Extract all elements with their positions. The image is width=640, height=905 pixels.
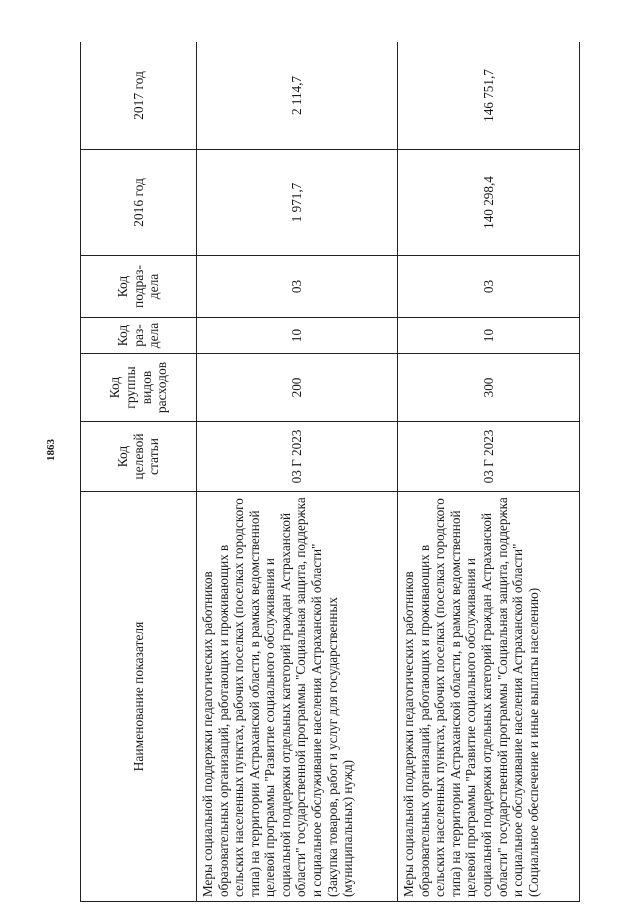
row-section: 10 (398, 318, 580, 354)
row-2017: 146 751,7 (398, 42, 580, 150)
row-name: Меры социальной поддержки педагогических работников образовательных организаций, работающих и проживающих в сельских населенных пунктах, рабочих поселках (поселках городского типа) на территории Астраханской области, в рамках ведомственной целевой программы "Развитие социального обслуживания и социальной поддержки отдельных категорий граждан Астраханской области" государственной программы "Социальная защита, поддержка и социальное обслуживание населения Астраханской области" (Закупка товаров, работ и услуг для государственных (муниципальных) нужд) (197, 492, 398, 902)
row-expense-group: 200 (197, 354, 398, 422)
header-2017: 2017 год (81, 42, 197, 150)
header-row (81, 42, 197, 902)
row-2017: 2 114,7 (197, 42, 398, 150)
row-expense-group: 300 (398, 354, 580, 422)
row-name: Меры социальной поддержки педагогических работников образовательных организаций, работающих и проживающих в сельских населенных пунктах, рабочих поселках (поселках городского типа) на территории Астраханской области, в рамках ведомственной целевой программы "Развитие социального обслуживания и социальной поддержки отдельных категорий граждан Астраханской области" государственной программы "Социальная защита, поддержка и социальное обслуживание населения Астраханской области" (Социальное обеспечение и иные выплаты населению) (398, 492, 580, 902)
table-row (197, 42, 398, 902)
table-row (398, 42, 580, 902)
header-target-code: Код целевой статьи (81, 422, 197, 492)
header-section: Код раз-дела (81, 318, 197, 354)
row-2016: 1 971,7 (197, 150, 398, 256)
header-subsection: Код подраз-дела (81, 256, 197, 318)
header-name: Наименование показателя (81, 492, 197, 902)
row-2016: 140 298,4 (398, 150, 580, 256)
row-subsection: 03 (197, 256, 398, 318)
row-target-code: 03 Г 2023 (398, 422, 580, 492)
row-target-code: 03 Г 2023 (197, 422, 398, 492)
header-expense-group: Код группы видов расходов (81, 354, 197, 422)
header-2016: 2016 год (81, 150, 197, 256)
rotated-content (80, 42, 580, 902)
row-section: 10 (197, 318, 398, 354)
rotated-page (80, 42, 580, 902)
budget-table (80, 42, 580, 902)
page-number: 1863 (45, 439, 57, 461)
row-subsection: 03 (398, 256, 580, 318)
